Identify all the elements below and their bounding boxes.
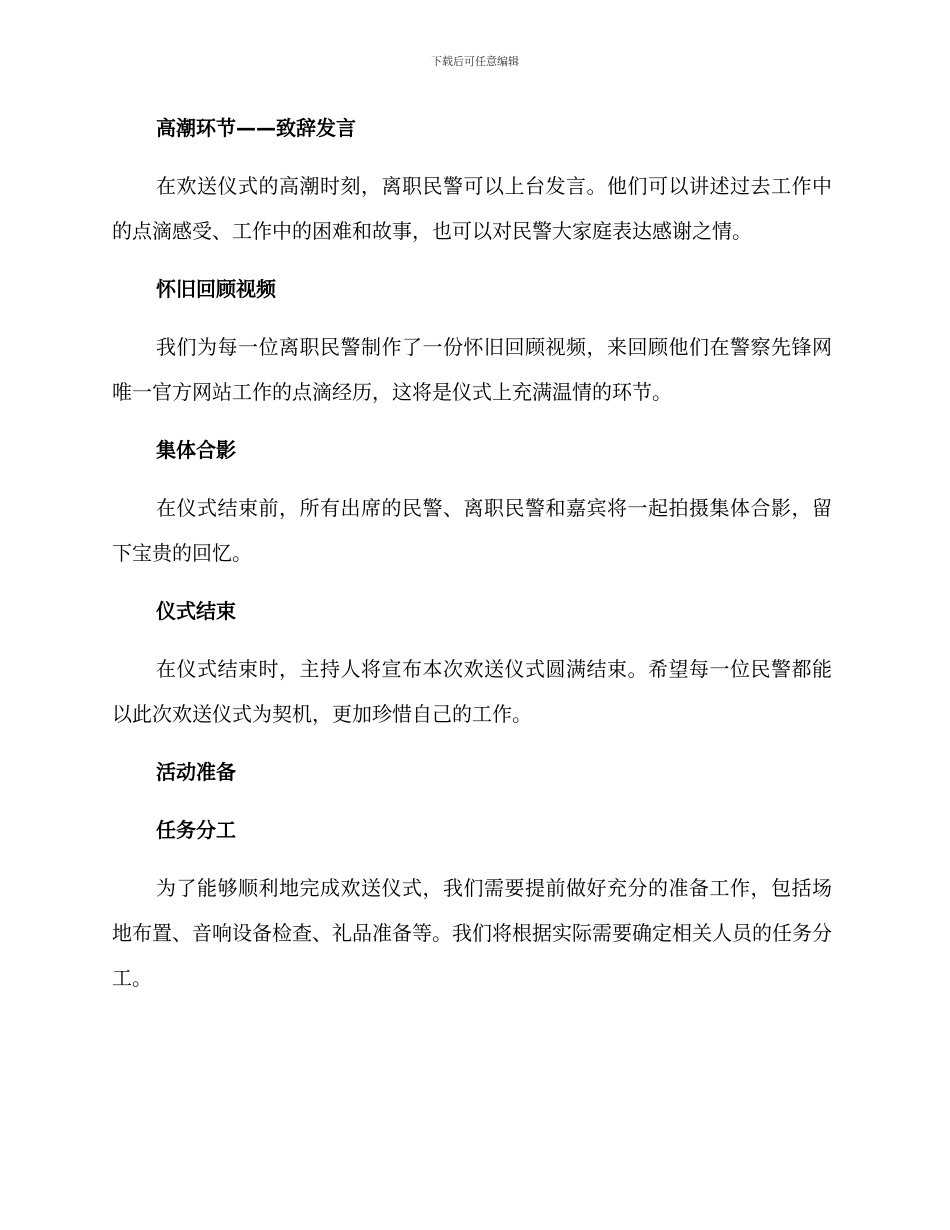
section-heading-nostalgia-video: 怀旧回顾视频 [156,277,276,301]
section-heading-preparation: 活动准备 [156,760,236,784]
section-heading-group-photo: 集体合影 [156,438,236,462]
paragraph-closing-speech: 在欢送仪式的高潮时刻，离职民警可以上台发言。他们可以讲述过去工作中的点滴感受、工作中的困难和故事，也可以对民警大家庭表达感谢之情。 [112,174,832,243]
section-heading-ceremony-end: 仪式结束 [156,599,236,623]
document-body [112,106,832,1014]
page-header: 下载后可任意编辑 [431,55,519,68]
section-heading-task-assignment: 任务分工 [156,818,236,842]
paragraph-group-photo: 在仪式结束前，所有出席的民警、离职民警和嘉宾将一起拍摄集体合影，留下宝贵的回忆。 [112,496,832,565]
paragraph-ceremony-end: 在仪式结束时，主持人将宣布本次欢送仪式圆满结束。希望每一位民警都能以此次欢送仪式为契机，更加珍惜自己的工作。 [112,657,832,726]
paragraph-nostalgia-video: 我们为每一位离职民警制作了一份怀旧回顾视频，来回顾他们在警察先锋网唯一官方网站工作的点滴经历，这将是仪式上充满温情的环节。 [112,335,832,404]
section-heading-closing-speech: 高潮环节——致辞发言 [156,116,356,140]
paragraph-task-assignment: 为了能够顺利地完成欢送仪式，我们需要提前做好充分的准备工作，包括场地布置、音响设备检查、礼品准备等。我们将根据实际需要确定相关人员的任务分工。 [112,876,832,990]
